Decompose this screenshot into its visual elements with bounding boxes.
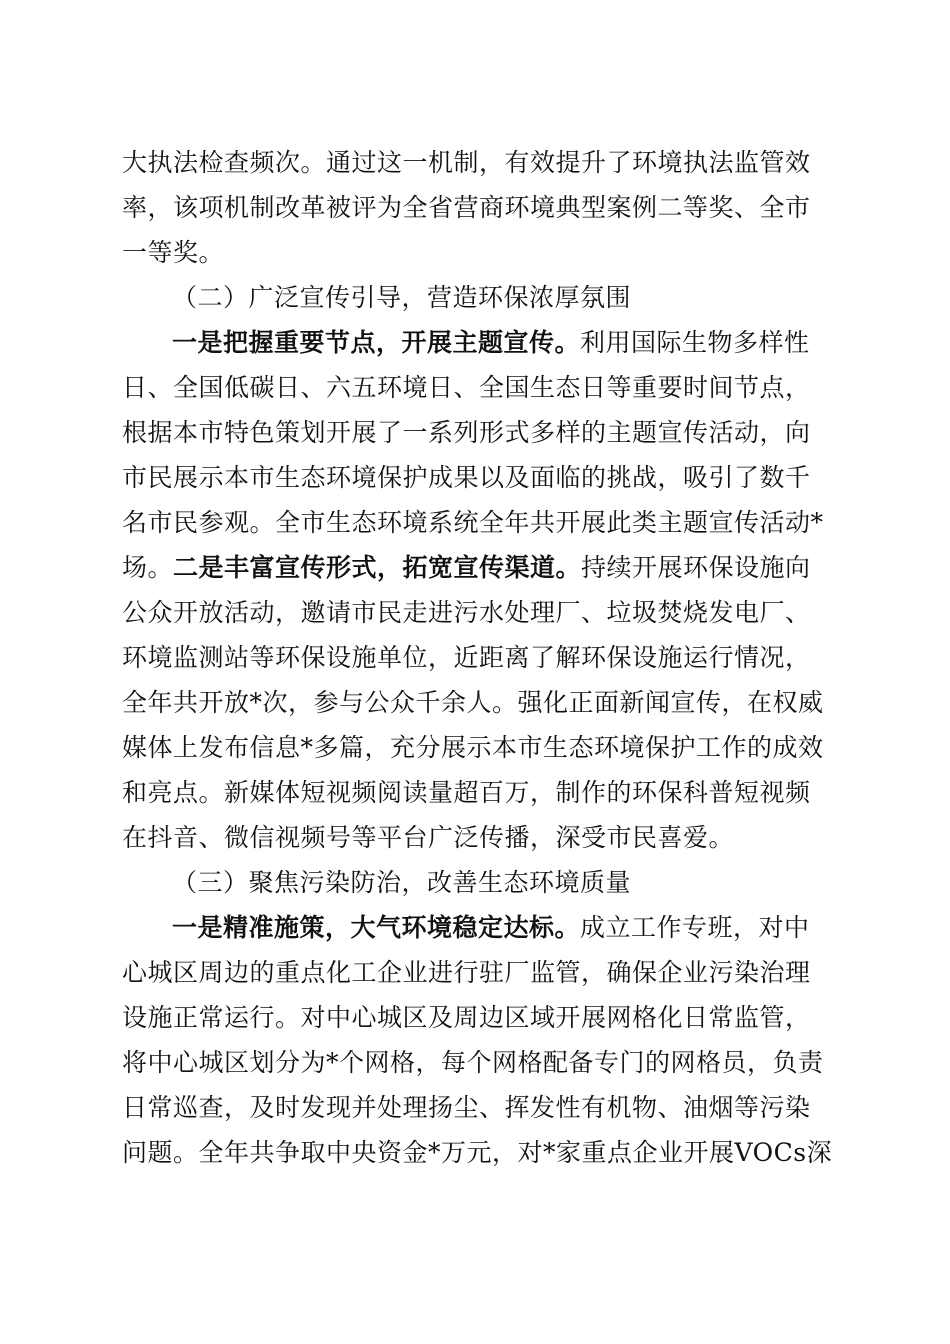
- text-line: 名市民参观。全市生态环境系统全年共开展此类主题宣传活动*: [122, 508, 824, 537]
- text-line: 和亮点。新媒体短视频阅读量超百万，制作的环保科普短视频: [122, 778, 811, 807]
- text-line: 在抖音、微信视频号等平台广泛传播，深受市民喜爱。: [122, 823, 735, 852]
- text-line: 将中心城区划分为*个网格，每个网格配备专门的网格员，负责: [122, 1048, 824, 1077]
- text-span: 利用国际生物多样性: [580, 328, 810, 357]
- text-line: 日常巡查，及时发现并处理扬尘、挥发性有机物、油烟等污染: [122, 1093, 811, 1122]
- text-line: 公众开放活动，邀请市民走进污水处理厂、垃圾焚烧发电厂、: [122, 598, 811, 627]
- text-line: 媒体上发布信息*多篇，充分展示本市生态环境保护工作的成效: [122, 733, 824, 762]
- text-line: 日、全国低碳日、六五环境日、全国生态日等重要时间节点，: [122, 373, 811, 402]
- lead-phrase: 一是精准施策，大气环境稳定达标。: [172, 913, 581, 942]
- text-span: 成立工作专班，对中: [580, 913, 810, 942]
- lead-phrase: 一是把握重要节点，开展主题宣传。: [172, 328, 581, 357]
- text-line: 市民展示本市生态环境保护成果以及面临的挑战，吸引了数千: [122, 463, 811, 492]
- text-line: [172, 911, 832, 945]
- text-line: [122, 551, 832, 585]
- text-line: 心城区周边的重点化工企业进行驻厂监管，确保企业污染治理: [122, 958, 811, 987]
- section-heading: （三）聚焦污染防治，改善生态环境质量: [172, 868, 632, 897]
- text-line: 一等奖。: [122, 238, 225, 267]
- text-line: 率，该项机制改革被评为全省营商环境典型案例二等奖、全市: [122, 193, 811, 222]
- text-line: 环境监测站等环保设施单位，近距离了解环保设施运行情况，: [122, 643, 811, 672]
- text-line: 根据本市特色策划开展了一系列形式多样的主题宣传活动，向: [122, 418, 811, 447]
- text-line: 设施正常运行。对中心城区及周边区域开展网格化日常监管，: [122, 1003, 811, 1032]
- text-line: 问题。全年共争取中央资金*万元，对*家重点企业开展VOCs深: [122, 1138, 832, 1167]
- text-span: 持续开展环保设施向: [581, 553, 811, 582]
- text-span: 场。: [122, 553, 174, 582]
- section-heading: （二）广泛宣传引导，营造环保浓厚氛围: [172, 283, 632, 312]
- text-line: [172, 326, 832, 360]
- lead-phrase: 二是丰富宣传形式，拓宽宣传渠道。: [173, 553, 582, 582]
- text-line: 大执法检查频次。通过这一机制，有效提升了环境执法监管效: [122, 148, 811, 177]
- text-line: 全年共开放*次，参与公众千余人。强化正面新闻宣传，在权威: [122, 688, 824, 717]
